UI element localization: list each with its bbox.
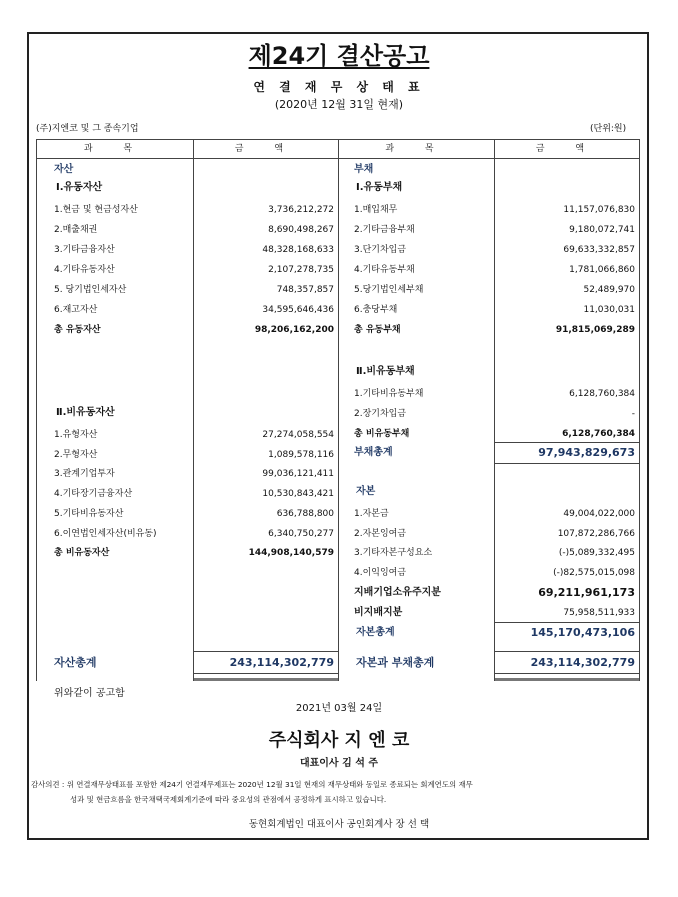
audit-opinion-line1: 감사의견 : 위 연결재무상태표를 포함한 제24기 연결재무제표는 2020년 12월 31일 현재의 재무상태와 동일로 종료되는 회계연도의 재무 — [31, 780, 473, 789]
subsection-current-assets: Ⅰ.유동자산 — [56, 182, 103, 193]
line-item-label: 4.기타유동자산 — [54, 265, 115, 275]
as-of-date: (2020년 12월 31일 현재) — [274, 98, 404, 111]
double-rule — [495, 673, 639, 681]
subtotal-value: 144,908,140,579 — [248, 548, 334, 558]
line-item-label: 1.기타비유동부채 — [354, 389, 424, 399]
table-divider — [338, 139, 339, 681]
line-item-value: 11,157,076,830 — [563, 205, 635, 215]
total-equity-label: 자본총계 — [356, 627, 395, 638]
subsection-current-liabilities: Ⅰ.유동부채 — [356, 182, 403, 193]
column-header-item: 과 목 — [83, 144, 147, 154]
line-item-value: 10,530,843,421 — [262, 489, 334, 499]
line-item-value: (-)82,575,015,098 — [553, 568, 635, 578]
line-item-label: 4.기타유동부채 — [354, 265, 415, 275]
line-item-value: 1,089,578,116 — [268, 450, 334, 460]
column-header-amount: 금 액 — [535, 144, 599, 154]
total-rule — [495, 622, 639, 623]
subtotal-label: 총 비유동부채 — [354, 429, 410, 439]
company-scope: (주)지엔코 및 그 종속기업 — [36, 124, 139, 134]
line-item-label: 5.당기법인세부채 — [354, 285, 424, 295]
total-liabilities-label: 부채총계 — [354, 447, 393, 458]
subtotal-value: 91,815,069,289 — [555, 325, 635, 335]
column-header-item: 과 목 — [385, 144, 448, 154]
column-header-amount: 금 액 — [234, 144, 298, 154]
company-name: 주식회사 지 엔 코 — [268, 730, 410, 751]
total-rule — [495, 651, 639, 652]
section-liabilities: 부채 — [354, 164, 374, 175]
parent-equity-value: 69,211,961,173 — [538, 586, 635, 599]
line-item-value: 748,357,857 — [276, 285, 334, 295]
line-item-label: 1.자본금 — [354, 509, 389, 519]
total-rule — [495, 442, 639, 443]
ceo-name: 대표이사 김 석 주 — [299, 758, 379, 769]
table-divider — [193, 139, 194, 681]
line-item-value: 27,274,058,554 — [262, 430, 334, 440]
line-item-label: 3.기타금융자산 — [54, 245, 115, 255]
total-liabilities-equity-value: 243,114,302,779 — [530, 656, 635, 669]
line-item-value: (-)5,089,332,495 — [558, 548, 635, 558]
line-item-value: 3,736,212,272 — [268, 205, 334, 215]
section-assets: 자산 — [54, 164, 74, 175]
double-rule — [194, 673, 338, 681]
line-item-value: 34,595,646,436 — [262, 305, 334, 315]
parent-equity-label: 지배기업소유주지분 — [354, 587, 441, 598]
section-equity: 자본 — [356, 486, 376, 497]
line-item-value: 48,328,168,633 — [262, 245, 334, 255]
line-item-value: 8,690,498,267 — [268, 225, 334, 235]
line-item-label: 6.이연법인세자산(비유동) — [54, 529, 157, 539]
subtotal-label: 총 유동부채 — [354, 325, 401, 335]
line-item-label: 2.자본잉여금 — [354, 529, 407, 539]
subsection-noncurrent-assets: Ⅱ.비유동자산 — [56, 407, 115, 418]
total-assets-value: 243,114,302,779 — [229, 656, 334, 669]
line-item-value: 9,180,072,741 — [569, 225, 635, 235]
subtotal-value: 98,206,162,200 — [254, 325, 334, 335]
line-item-label: 3.기타자본구성요소 — [354, 548, 433, 558]
total-assets-label: 자산총계 — [54, 656, 97, 669]
total-equity-value: 145,170,473,106 — [530, 626, 635, 639]
line-item-value: 2,107,278,735 — [268, 265, 334, 275]
total-rule — [194, 651, 338, 652]
subtotal-value: 6,128,760,384 — [562, 429, 635, 439]
line-item-label: 2.무형자산 — [54, 450, 98, 460]
unit-label: (단위:원) — [590, 124, 627, 134]
table-left-border — [36, 139, 37, 681]
auditor-signature: 동현회계법인 대표이사 공인회계사 장 선 택 — [248, 819, 430, 830]
line-item-label: 6.재고자산 — [54, 305, 98, 315]
subsection-noncurrent-liabilities: Ⅱ.비유동부채 — [356, 366, 415, 377]
line-item-value: 6,128,760,384 — [569, 389, 635, 399]
subtotal-label: 총 유동자산 — [54, 325, 101, 335]
line-item-value: 49,004,022,000 — [563, 509, 635, 519]
audit-opinion-line2: 성과 및 현금흐름을 한국채택국제회계기준에 따라 중요성의 관점에서 공정하게 표시하고 있습니다. — [70, 795, 387, 804]
line-item-label: 5.기타비유동자산 — [54, 509, 124, 519]
notice-title: 제24기 결산공고 — [248, 42, 430, 70]
total-rule — [495, 463, 639, 464]
statement-title: 연 결 재 무 상 태 표 — [253, 80, 425, 94]
announce-date: 2021년 03월 24일 — [295, 703, 383, 714]
line-item-value: 107,872,286,766 — [557, 529, 635, 539]
line-item-label: 2.장기차입금 — [354, 409, 407, 419]
line-item-label: 1.현금 및 현금성자산 — [54, 205, 138, 215]
line-item-value: 6,340,750,277 — [268, 529, 334, 539]
line-item-label: 3.관계기업투자 — [54, 469, 115, 479]
table-right-border — [639, 139, 640, 681]
line-item-label: 1.유형자산 — [54, 430, 98, 440]
line-item-value: 1,781,066,860 — [569, 265, 635, 275]
nci-value: 75,958,511,933 — [563, 608, 635, 618]
line-item-label: 2.매출채권 — [54, 225, 98, 235]
line-item-value: 99,036,121,411 — [262, 469, 334, 479]
line-item-label: 6.충당부채 — [354, 305, 398, 315]
total-liabilities-equity-label: 자본과 부채총계 — [356, 656, 435, 669]
announce-text: 위와같이 공고함 — [54, 688, 125, 699]
line-item-value: - — [631, 409, 635, 419]
line-item-label: 5. 당기법인세자산 — [54, 285, 127, 295]
line-item-label: 3.단기차입금 — [354, 245, 407, 255]
line-item-value: 636,788,800 — [276, 509, 334, 519]
line-item-label: 4.기타장기금융자산 — [54, 489, 133, 499]
line-item-label: 2.기타금융부채 — [354, 225, 415, 235]
line-item-value: 11,030,031 — [583, 305, 635, 315]
subtotal-label: 총 비유동자산 — [54, 548, 110, 558]
nci-label: 비지배지분 — [354, 607, 403, 618]
line-item-value: 69,633,332,857 — [563, 245, 635, 255]
total-liabilities-value: 97,943,829,673 — [538, 446, 635, 459]
line-item-label: 1.매입채무 — [354, 205, 398, 215]
line-item-value: 52,489,970 — [583, 285, 635, 295]
line-item-label: 4.이익잉여금 — [354, 568, 407, 578]
